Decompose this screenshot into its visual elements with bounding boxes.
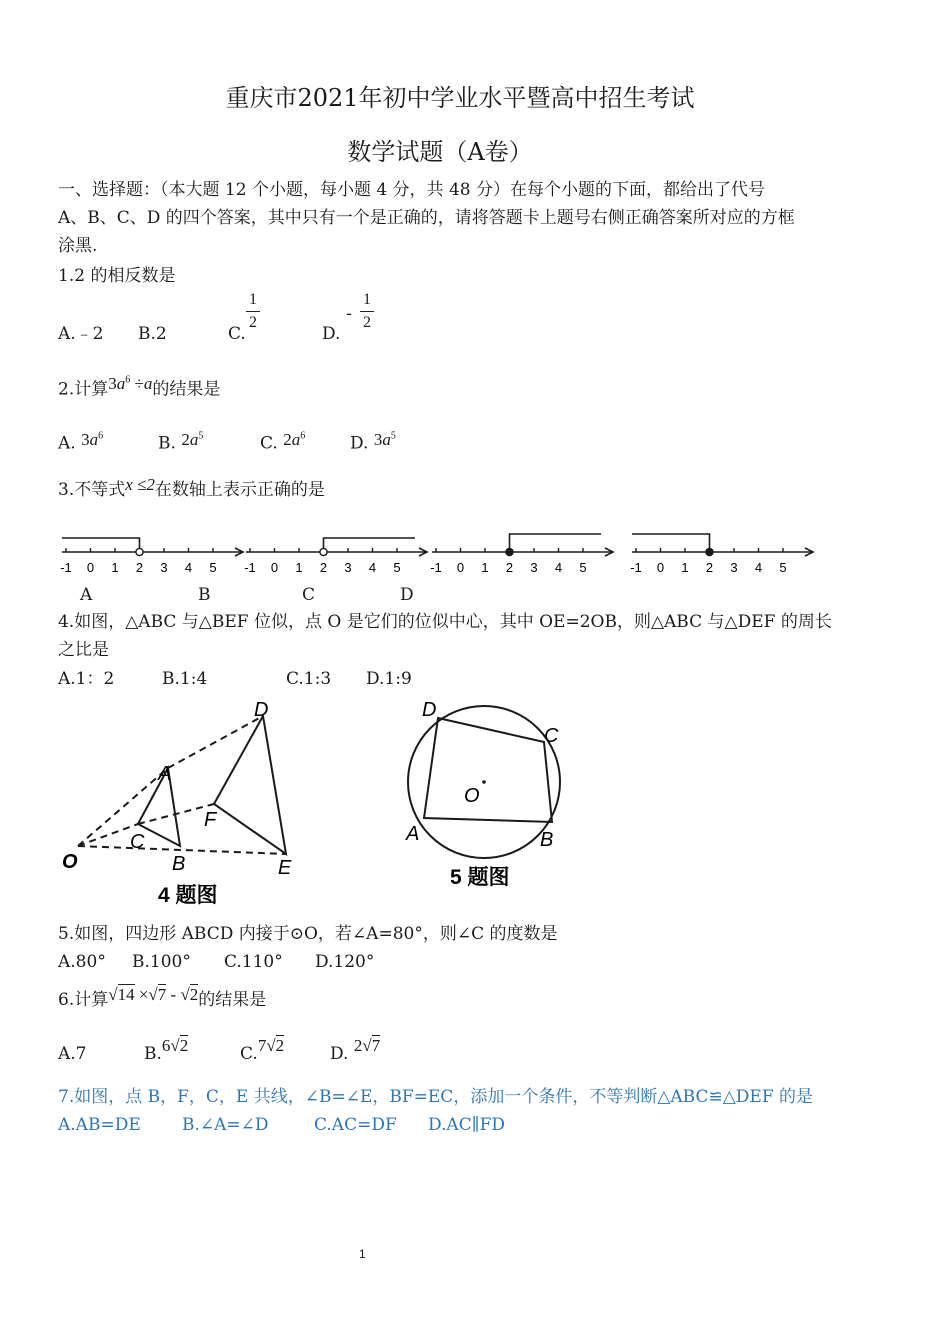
q5-option-c: C.110°	[224, 952, 283, 972]
q3-label-a: A	[80, 585, 93, 605]
label: D.	[330, 1044, 349, 1064]
coef: 3	[373, 429, 383, 449]
q7-stem: 7.如图，点 B，F，C，E 共线，∠B=∠E，BF=EC，添加一个条件，不等判断△ABC≌△DEF 的是	[58, 1087, 814, 1107]
q7-option-b: B.∠A=∠D	[182, 1115, 269, 1135]
solution-bracket	[62, 538, 140, 552]
q5-option-a: A.80°	[58, 952, 106, 972]
tick-label: 2	[505, 560, 514, 575]
closed-dot	[706, 548, 713, 555]
value	[374, 430, 396, 449]
value	[181, 430, 203, 449]
label-A: A	[406, 823, 420, 845]
label-O: O	[464, 785, 480, 807]
exp: 6	[98, 430, 104, 441]
label-F: F	[204, 809, 217, 831]
q6-stem-pre: 6.计算	[58, 990, 109, 1010]
value	[283, 430, 305, 449]
radicand: 2	[275, 1036, 285, 1055]
radicand: 2	[179, 1036, 189, 1055]
q3-stem	[58, 476, 325, 504]
q2-option-b	[158, 426, 203, 458]
open-dot	[136, 548, 143, 555]
q1-stem: 1.2 的相反数是	[58, 266, 176, 286]
q1-option-c: C.	[228, 324, 246, 344]
label-B: B	[172, 853, 186, 875]
tick-label: 1	[111, 560, 119, 575]
label-D: D	[422, 699, 437, 721]
exp: 5	[198, 430, 204, 441]
dash-OA	[78, 768, 168, 846]
tick-label: 0	[656, 560, 665, 575]
q1-option-a: A.﹣2	[58, 324, 104, 344]
tick-label: 2	[319, 560, 328, 575]
tick-label: 4	[554, 560, 563, 575]
dash-OC	[78, 824, 138, 846]
value: 2√7	[353, 1036, 381, 1055]
label-B: B	[540, 829, 554, 851]
exam-subtitle: 数学试题（A卷）	[347, 138, 533, 166]
section-instruction-line1: 一、选择题：（本大题 12 个小题，每小题 4 分，共 48 分）在每个小题的下面，都给出了代号	[58, 180, 766, 200]
solution-bracket	[632, 534, 710, 552]
q1-option-c-fraction	[246, 291, 260, 332]
var: a	[291, 429, 301, 449]
tick-label: 1	[295, 560, 303, 575]
label: C.	[260, 433, 284, 454]
closed-dot	[506, 548, 513, 555]
var: a	[116, 373, 126, 393]
tick-label: 0	[270, 560, 279, 575]
exp: 6	[300, 430, 306, 441]
q2-option-c	[260, 426, 305, 458]
q4-stem-line2: 之比是	[58, 640, 109, 660]
tick-label: 3	[344, 560, 352, 575]
q2-option-d	[350, 426, 396, 458]
label: B.	[144, 1044, 162, 1064]
value	[81, 430, 103, 449]
q1-option-b: B.2	[138, 324, 167, 344]
q6-option-b	[144, 1036, 189, 1068]
value: 7√2	[257, 1036, 285, 1055]
label: A.	[58, 433, 82, 454]
label: B.	[158, 433, 182, 454]
var: a	[382, 429, 391, 449]
tick-label: -1	[244, 560, 256, 575]
q2-stem	[58, 372, 220, 404]
q3-stem-post: 在数轴上表示正确的是	[154, 480, 325, 500]
label: C.	[240, 1044, 258, 1064]
op1: ×	[138, 985, 149, 1004]
label-A: A	[158, 763, 172, 785]
tick-label: -1	[60, 560, 72, 575]
tick-label: -1	[630, 560, 642, 575]
figure-5	[398, 696, 578, 896]
label-C: C	[544, 725, 559, 747]
q5-stem: 5.如图，四边形 ABCD 内接于⊙O，若∠A=80°，则∠C 的度数是	[58, 924, 558, 944]
q7-option-c: C.AC=DF	[314, 1115, 397, 1135]
coef: 2	[353, 1036, 363, 1055]
tick-label: 3	[730, 560, 738, 575]
value: 6√2	[161, 1036, 189, 1055]
q3-expression: x ≤2	[125, 475, 155, 494]
number-line-c	[430, 534, 613, 575]
q3-label-d: D	[400, 585, 414, 605]
label-E: E	[278, 857, 292, 879]
figure-4	[58, 696, 358, 910]
q6-expression: √14 ×√7 - √2	[108, 985, 199, 1004]
q6-option-c	[240, 1036, 285, 1068]
label-C: C	[130, 831, 145, 853]
q1-option-d-sign: -	[346, 304, 352, 324]
tick-label: 5	[579, 560, 587, 575]
numerator: 1	[249, 291, 257, 308]
tick-label: -1	[430, 560, 442, 575]
q2-option-a	[58, 426, 103, 458]
center-point	[482, 780, 486, 784]
tick-label: 3	[160, 560, 168, 575]
coef: 3	[108, 373, 117, 393]
coef: 6	[161, 1036, 171, 1055]
q6-option-a: A.7	[58, 1044, 87, 1064]
tick-label: 4	[368, 560, 377, 575]
q5-option-d: D.120°	[315, 952, 375, 972]
coef: 3	[81, 429, 90, 449]
q6-stem	[58, 986, 266, 1014]
section-instruction-line3: 涂黑.	[58, 236, 98, 256]
q7-option-a: A.AB=DE	[58, 1115, 141, 1135]
q7-option-d: D.AC∥FD	[428, 1115, 505, 1135]
q4-option-d: D.1:9	[366, 669, 412, 689]
q6-option-d	[330, 1036, 381, 1068]
quadrilateral-ABCD	[424, 718, 552, 822]
numerator: 1	[363, 291, 371, 308]
exp: 6	[125, 374, 131, 385]
q1-option-d: D.	[322, 324, 341, 344]
tick-label: 1	[481, 560, 489, 575]
label-O: O	[62, 851, 78, 873]
radicand-1: 14	[117, 985, 135, 1004]
label: D.	[350, 433, 374, 454]
radicand-3: 2	[189, 985, 199, 1004]
solution-bracket	[324, 538, 416, 552]
q2-expression	[108, 374, 152, 393]
coef: 2	[181, 429, 190, 449]
tick-label: 5	[209, 560, 217, 575]
denominator: 2	[249, 314, 257, 331]
label-D: D	[254, 699, 269, 721]
coef: 7	[257, 1036, 267, 1055]
q5-option-b: B.100°	[132, 952, 191, 972]
radicand-2: 7	[157, 985, 167, 1004]
op: ÷	[134, 373, 144, 393]
tick-label: 0	[456, 560, 465, 575]
open-dot	[320, 548, 327, 555]
number-line-d	[630, 534, 813, 575]
tick-label: 2	[135, 560, 144, 575]
q4-option-b: B.1:4	[162, 669, 208, 689]
exp: 5	[390, 430, 396, 441]
q3-label-b: B	[198, 585, 211, 605]
q1-option-d-fraction	[360, 291, 374, 332]
coef: 2	[283, 429, 292, 449]
section-instruction-line2: A、B、C、D 的四个答案，其中只有一个是正确的，请将答题卡上题号右侧正确答案所对应的方框	[58, 208, 795, 228]
q6-stem-post: 的结果是	[198, 990, 267, 1010]
figure-5-caption: 5 题图	[450, 866, 510, 889]
var2: a	[143, 373, 153, 393]
q4-option-c: C.1:3	[286, 669, 332, 689]
tick-label: 4	[184, 560, 193, 575]
tick-label: 4	[754, 560, 763, 575]
tick-label: 2	[705, 560, 714, 575]
exam-title: 重庆市2021年初中学业水平暨高中招生考试	[225, 84, 695, 112]
q2-stem-pre: 2.计算	[58, 379, 109, 400]
q3-stem-pre: 3.不等式	[58, 480, 126, 500]
figure-4-caption: 4 题图	[158, 884, 218, 907]
var: a	[89, 429, 99, 449]
q3-number-lines	[58, 526, 818, 580]
q4-stem-line1: 4.如图，△ABC 与△BEF 位似，点 O 是它们的位似中心，其中 OE=2OB，则△ABC 与△DEF 的周长	[58, 612, 832, 632]
var: a	[189, 429, 199, 449]
page-number: 1	[359, 1247, 366, 1261]
radicand: 7	[371, 1036, 381, 1055]
op2: -	[170, 985, 177, 1004]
tick-label: 3	[530, 560, 538, 575]
number-line-b	[244, 538, 427, 575]
q4-option-a: A.1：2	[58, 669, 115, 689]
solution-bracket	[510, 534, 602, 552]
q3-label-c: C	[302, 585, 316, 605]
denominator: 2	[363, 314, 371, 331]
tick-label: 5	[393, 560, 401, 575]
number-line-a	[60, 538, 243, 575]
tick-label: 1	[681, 560, 689, 575]
tick-label: 0	[86, 560, 95, 575]
tick-label: 5	[779, 560, 787, 575]
q2-stem-post: 的结果是	[152, 379, 221, 400]
